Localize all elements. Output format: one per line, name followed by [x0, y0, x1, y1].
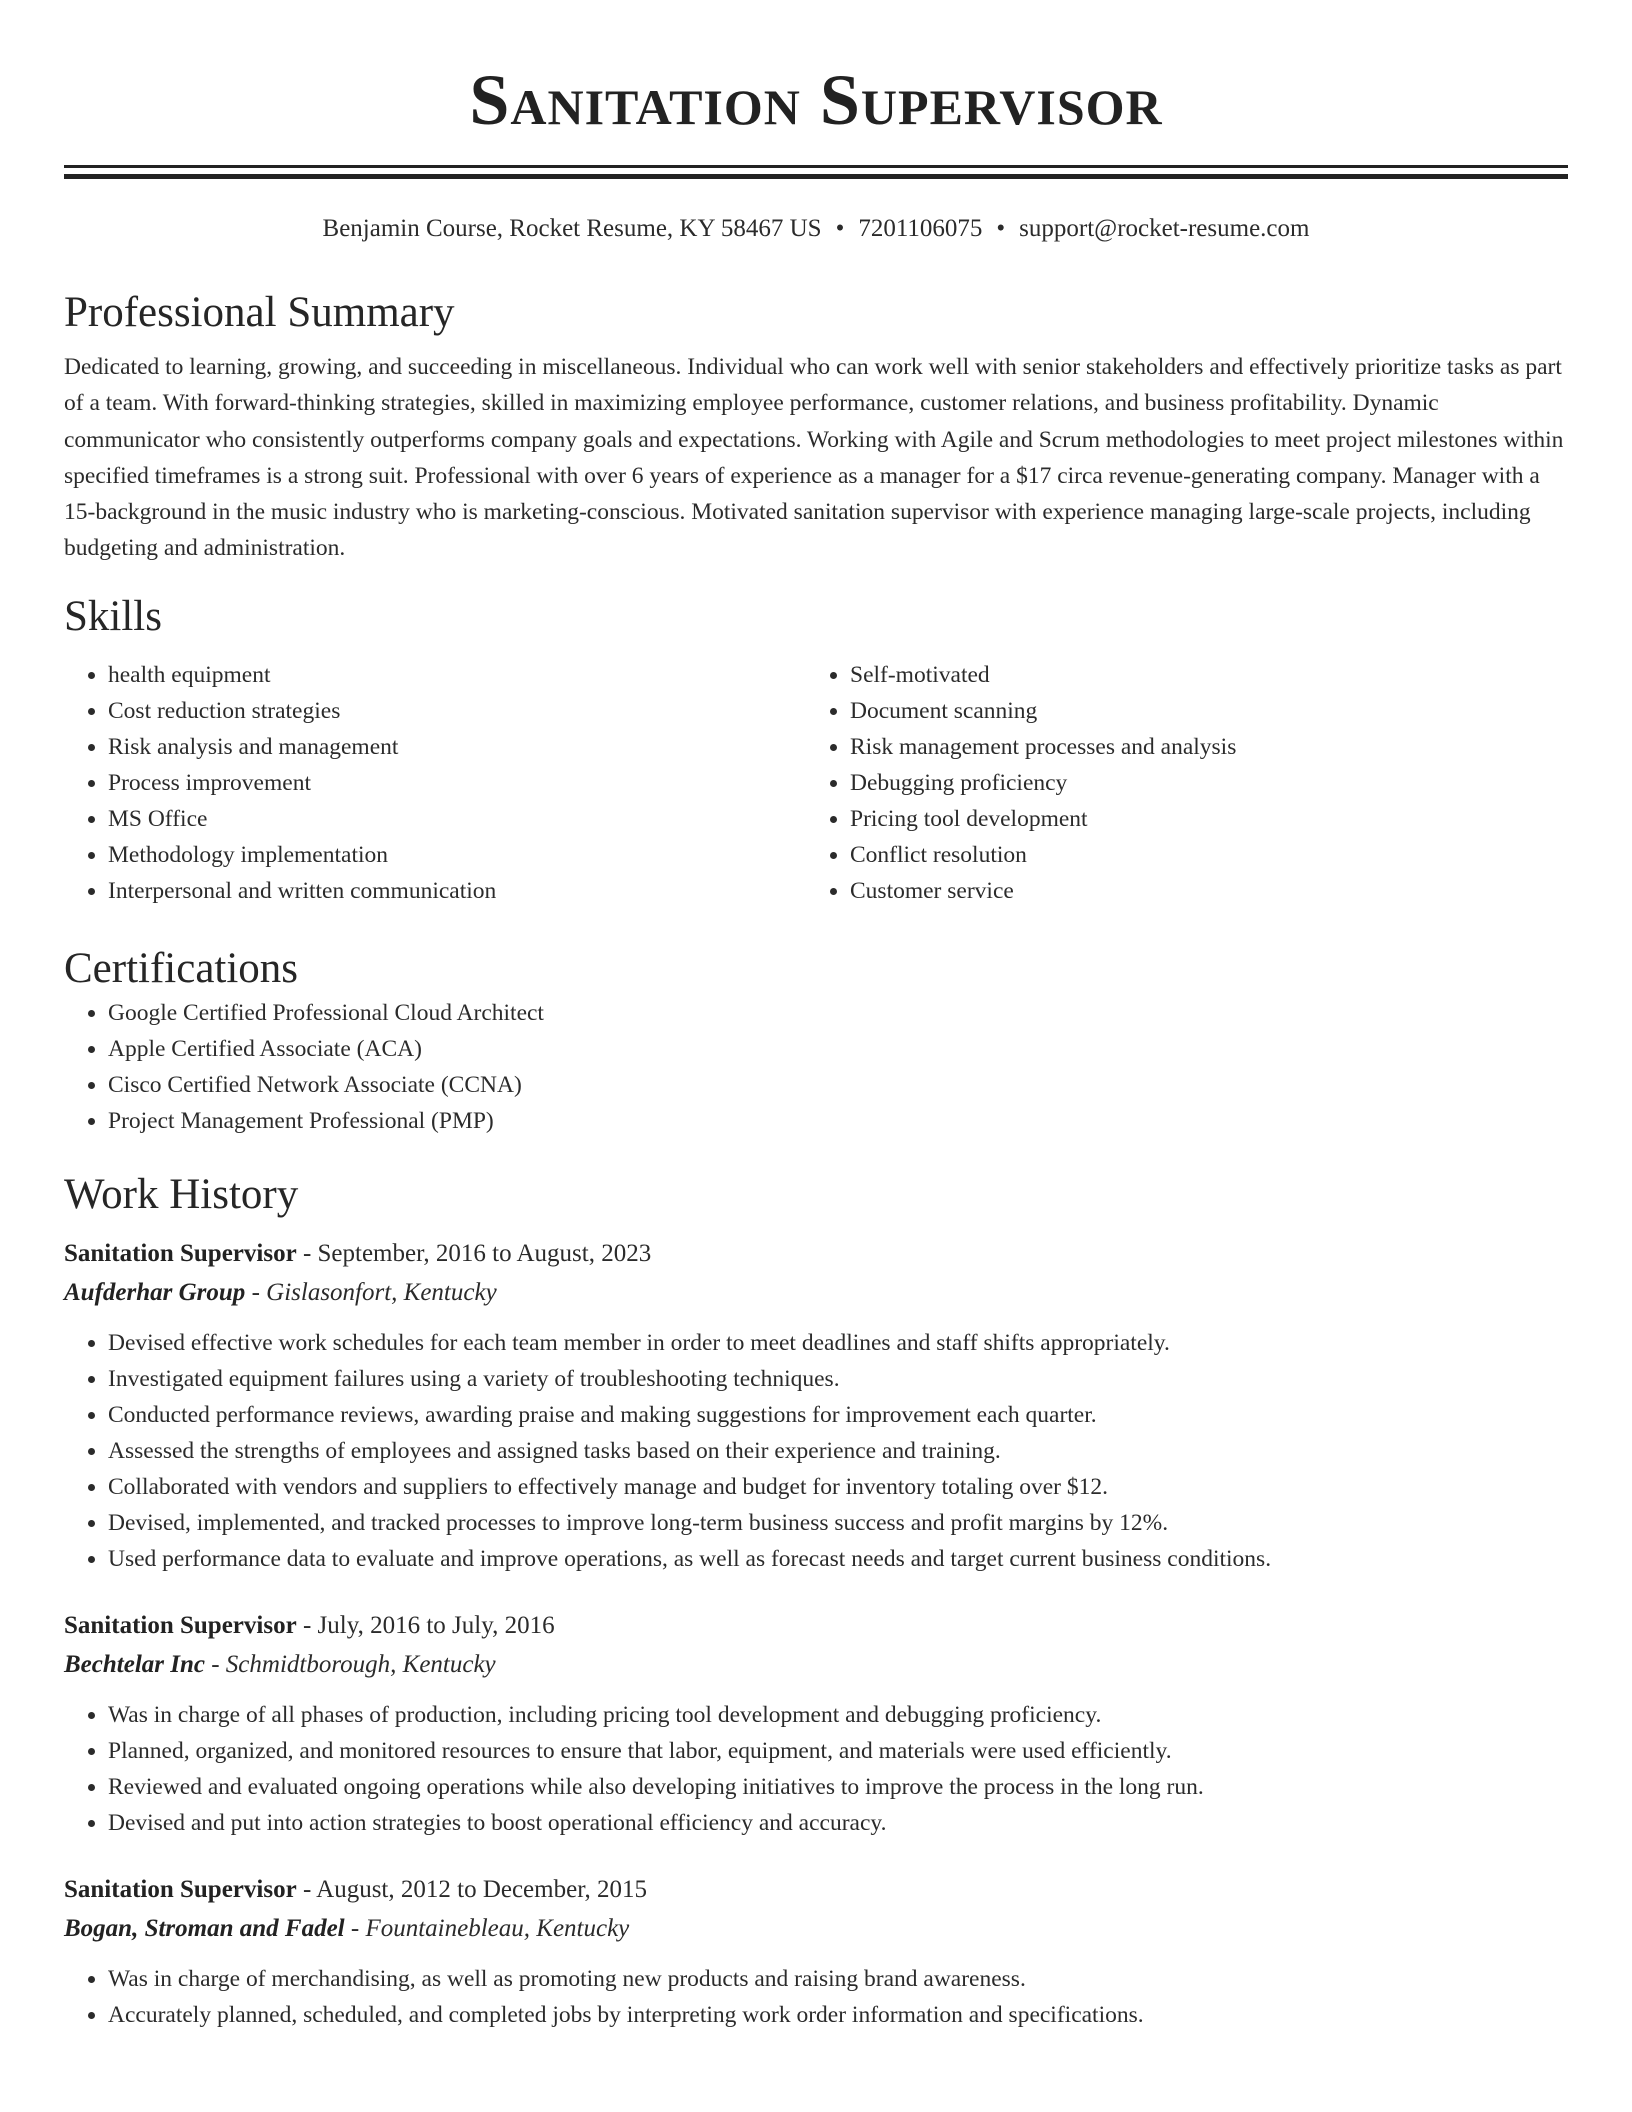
contact-phone: 7201106075: [858, 215, 983, 242]
job-bullets: [64, 1697, 1568, 1841]
job-dates: September, 2016 to August, 2023: [317, 1239, 652, 1267]
job-bullets: [64, 1325, 1568, 1577]
skill-item: • Interpersonal and written communication: [108, 873, 806, 909]
job-company: Bechtelar Inc: [64, 1650, 205, 1678]
job-company-line: Bechtelar Inc - Schmidtborough, Kentucky: [64, 1650, 496, 1678]
title-rule-top: [64, 165, 1568, 168]
job-bullet: • Devised effective work schedules for each team member in order to meet deadlines and staff shifts appropriately.: [108, 1325, 1568, 1361]
summary-heading: Professional Summary: [64, 289, 455, 336]
skill-item: • Customer service: [850, 873, 1548, 909]
job-title: Sanitation Supervisor: [64, 1239, 297, 1267]
skill-item: • Self-motivated: [850, 657, 1548, 693]
skills-column-right: [806, 657, 1548, 909]
certification-item: • Project Management Professional (PMP): [108, 1103, 1568, 1139]
job-location: Gislasonfort, Kentucky: [266, 1278, 497, 1306]
contact-email: support@rocket-resume.com: [1019, 215, 1310, 242]
job-bullet: • Reviewed and evaluated ongoing operations while also developing initiatives to improve the process in the long run.: [108, 1769, 1568, 1805]
work-history-heading: Work History: [64, 1170, 299, 1218]
job-title-line: Sanitation Supervisor - September, 2016 to August, 2023: [64, 1239, 652, 1267]
skill-item: • Debugging proficiency: [850, 765, 1548, 801]
job-bullets: [64, 1961, 1568, 2033]
certifications-list: [64, 995, 1568, 1139]
contact-separator: •: [835, 215, 845, 242]
job-title-line: Sanitation Supervisor - August, 2012 to December, 2015: [64, 1875, 648, 1903]
skill-item: • MS Office: [108, 801, 806, 837]
job-dates: July, 2016 to July, 2016: [317, 1611, 555, 1639]
job-company-line: Bogan, Stroman and Fadel - Fountainebleau, Kentucky: [64, 1914, 630, 1942]
summary-text: Dedicated to learning, growing, and succeeding in miscellaneous. Individual who can work well with senior stakeholders and effectively prioritize tasks as part of a team. With forward-thinking strategies, skilled in maximizing employee performance, customer relations, and business profitability. Dynamic communicator who consistently outperforms company goals and expectations. Working with Agile and Scrum methodologies to meet project milestones within specified timeframes is a strong suit. Professional with over 6 years of experience as a manager for a $17 circa revenue-generating company. Manager with a 15-background in the music industry who is marketing-conscious. Motivated sanitation supervisor with experience managing large-scale projects, including budgeting and administration.: [64, 354, 1564, 562]
skills-list-right: [806, 657, 1548, 909]
job-company: Aufderhar Group: [64, 1278, 246, 1306]
job-dates: August, 2012 to December, 2015: [316, 1875, 648, 1903]
certification-item: • Cisco Certified Network Associate (CCNA): [108, 1067, 1568, 1103]
skills-grid: [64, 657, 1568, 909]
job-title-line: Sanitation Supervisor - July, 2016 to July, 2016: [64, 1611, 555, 1639]
resume-title: Sanitation Supervisor: [469, 60, 1163, 140]
job-bullet: • Devised, implemented, and tracked processes to improve long-term business success and profit margins by 12%.: [108, 1505, 1568, 1541]
job-bullet: • Was in charge of all phases of production, including pricing tool development and debugging proficiency.: [108, 1697, 1568, 1733]
certifications-heading: Certifications: [64, 944, 299, 992]
job-bullet: • Planned, organized, and monitored resources to ensure that labor, equipment, and materials were used efficiently.: [108, 1733, 1568, 1769]
contact-address: Benjamin Course, Rocket Resume, KY 58467 US: [322, 215, 822, 242]
skill-item: • Risk management processes and analysis: [850, 729, 1548, 765]
job-bullet: • Investigated equipment failures using a variety of troubleshooting techniques.: [108, 1361, 1568, 1397]
certification-item: • Apple Certified Associate (ACA): [108, 1031, 1568, 1067]
job-title: Sanitation Supervisor: [64, 1611, 297, 1639]
job-entry: [64, 1871, 1568, 2033]
skill-item: • Conflict resolution: [850, 837, 1548, 873]
job-entry: [64, 1607, 1568, 1841]
skill-item: • Methodology implementation: [108, 837, 806, 873]
job-bullet: • Devised and put into action strategies to boost operational efficiency and accuracy.: [108, 1805, 1568, 1841]
job-bullet: • Was in charge of merchandising, as well as promoting new products and raising brand awareness.: [108, 1961, 1568, 1997]
job-bullet: • Assessed the strengths of employees and assigned tasks based on their experience and training.: [108, 1433, 1568, 1469]
job-company: Bogan, Stroman and Fadel: [64, 1914, 345, 1942]
certification-item: • Google Certified Professional Cloud Architect: [108, 995, 1568, 1031]
contact-line: [64, 213, 1568, 245]
skill-item: • Pricing tool development: [850, 801, 1548, 837]
contact-separator: •: [996, 215, 1006, 242]
job-bullet: • Accurately planned, scheduled, and completed jobs by interpreting work order information and specifications.: [108, 1997, 1568, 2033]
job-bullet: • Used performance data to evaluate and improve operations, as well as forecast needs and target current business conditions.: [108, 1541, 1568, 1577]
job-bullet: • Conducted performance reviews, awarding praise and making suggestions for improvement each quarter.: [108, 1397, 1568, 1433]
skills-list-left: [64, 657, 806, 909]
skill-item: • Process improvement: [108, 765, 806, 801]
skill-item: • Cost reduction strategies: [108, 693, 806, 729]
skills-column-left: [64, 657, 806, 909]
skill-item: • health equipment: [108, 657, 806, 693]
job-title: Sanitation Supervisor: [64, 1875, 297, 1903]
job-company-line: Aufderhar Group - Gislasonfort, Kentucky: [64, 1278, 497, 1306]
title-rule-bottom: [64, 174, 1568, 179]
job-location: Schmidtborough, Kentucky: [225, 1650, 496, 1678]
skill-item: • Risk analysis and management: [108, 729, 806, 765]
skill-item: • Document scanning: [850, 693, 1548, 729]
skills-heading: Skills: [64, 592, 162, 640]
job-bullet: • Collaborated with vendors and suppliers to effectively manage and budget for inventory totaling over $12.: [108, 1469, 1568, 1505]
job-location: Fountainebleau, Kentucky: [365, 1914, 630, 1942]
job-entry: [64, 1235, 1568, 1577]
